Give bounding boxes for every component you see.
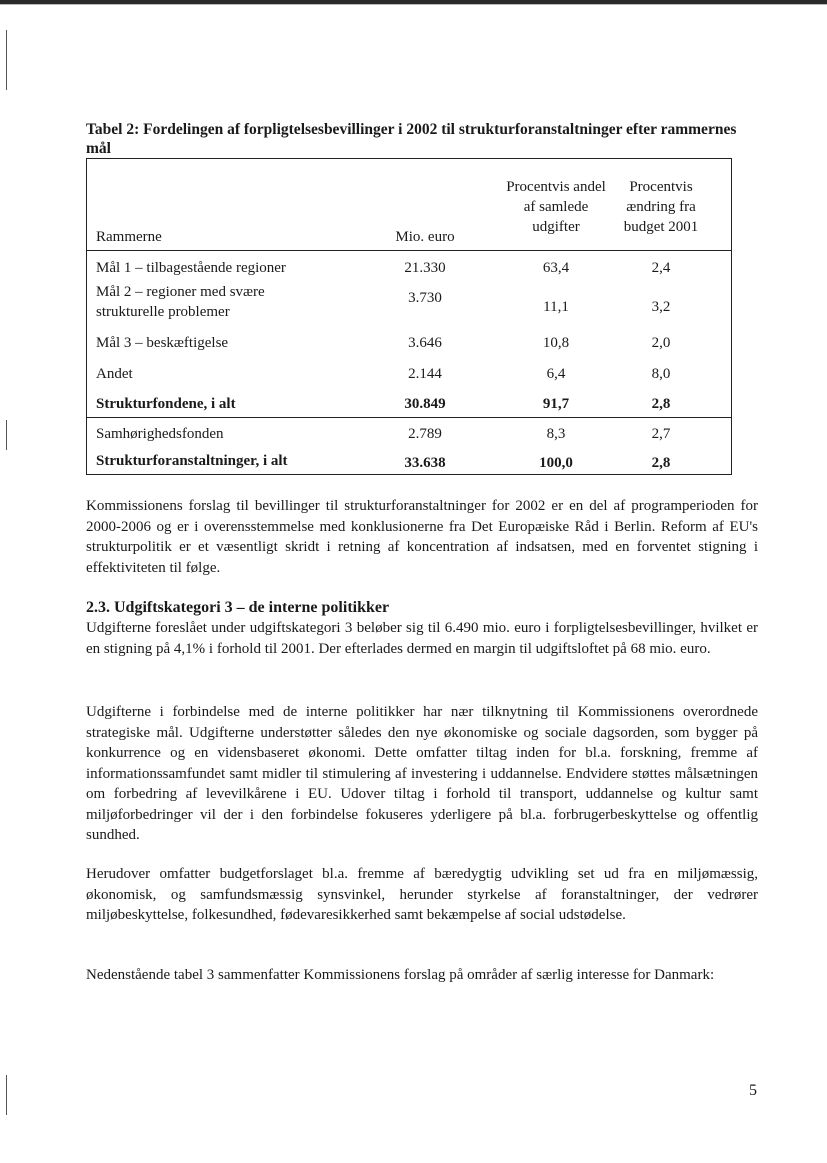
- paragraph-interne-politikker: Udgifterne i forbindelse med de interne politikker har nær tilknytning til Kommissionens overordnede strategiske mål. Udgifterne understøtter således den nye økonomiske og sociale dagsorden, som bygger på konkurrence og en vidensbaseret økonomi. Dette omfatter tiltag inden for bl.a. forskning, fremme af informationssamfundet samt midler til stimulering af investering i uddannelse. Endvidere støttes målsætningen om forbedring af levevilkårene i EU. Udover tiltag i forhold til transport, uddannelse og kultur samt miljøforbedringer vil der i den forbindelse fokuseres yderligere på bl.a. forbrugerbeskyttelse og offentlig sundhed.: [86, 704, 758, 843]
- scan-margin-mark: [6, 420, 7, 450]
- subtotal-rule: [87, 417, 731, 418]
- row-aendring: 2,4: [651, 260, 671, 276]
- row-label: Mål 3 – beskæftigelse: [96, 335, 229, 351]
- row-andel: 11,1: [543, 299, 569, 315]
- row-andel: 100,0: [539, 455, 573, 471]
- section-heading: 2.3. Udgiftskategori 3 – de interne politikker: [86, 599, 390, 616]
- row-aendring: 8,0: [651, 366, 671, 382]
- header-rammerne: Rammerne: [96, 229, 162, 245]
- row-label: Strukturforanstaltninger, i alt: [96, 453, 288, 469]
- row-andel: 63,4: [542, 260, 570, 276]
- row-label: Samhørighedsfonden: [96, 426, 224, 442]
- header-aendring: Procentvis ændring fra budget 2001: [623, 179, 699, 235]
- header-andel: Procentvis andel af samlede udgifter: [506, 179, 606, 235]
- header-rule: [87, 250, 731, 251]
- row-aendring: 2,8: [651, 396, 671, 412]
- row-aendring: 3,2: [651, 299, 671, 315]
- row-mio: 30.849: [404, 396, 446, 412]
- row-mio: 3.646: [408, 335, 442, 351]
- row-andel: 8,3: [546, 426, 566, 442]
- scan-top-border-shadow: [0, 4, 827, 5]
- paragraph-baeredygtig-udvikling: Herudover omfatter budgetforslaget bl.a. fremme af bæredygtig udvikling set ud fra en miljømæssig, økonomisk, og samfundsmæssig synsvinkel, herunder styrkelse af foranstaltninger, der vedrører miljøbeskyttelse, folkesundhed, fødevaresikkerhed samt bekæmpelse af social udstødelse.: [86, 866, 758, 923]
- row-mio: 3.730: [408, 290, 442, 306]
- row-aendring: 2,8: [651, 455, 671, 471]
- table-title: Tabel 2: Fordelingen af forpligtelsesbevillinger i 2002 til strukturforanstaltninger efter rammernes mål: [86, 121, 737, 157]
- row-andel: 10,8: [542, 335, 570, 351]
- row-andel: 6,4: [546, 366, 566, 382]
- paragraph-strukturforanstaltninger: Kommissionens forslag til bevillinger til strukturforanstaltninger for 2002 er en del af programperioden for 2000-2006 og er i overensstemmelse med konklusionerne fra Det Europæiske Råd i Berlin. Reform af EU's strukturpolitik er et væsentligt skridt i retning af koncentration af indsatsen, med en forventet stigning i effektiviteten til følge.: [86, 498, 758, 576]
- row-label: Mål 2 – regioner med svære strukturelle problemer: [96, 284, 265, 320]
- row-label: Strukturfondene, i alt: [96, 396, 236, 412]
- row-aendring: 2,0: [651, 335, 671, 351]
- scan-margin-mark: [6, 30, 7, 90]
- row-mio: 21.330: [404, 260, 446, 276]
- row-mio: 2.789: [408, 426, 442, 442]
- row-label: Mål 1 – tilbagestående regioner: [96, 260, 286, 276]
- scan-margin-mark: [6, 1075, 7, 1115]
- page-number: 5: [749, 1082, 757, 1099]
- paragraph-udgiftskategori: Udgifterne foreslået under udgiftskategori 3 beløber sig til 6.490 mio. euro i forpligtelsesbevillinger, hvilket er en stigning på 4,1% i forhold til 2001. Der efterlades dermed en margin til udgiftsloftet på 68 mio. euro.: [86, 620, 758, 657]
- row-andel: 91,7: [542, 396, 570, 412]
- row-mio: 2.144: [408, 366, 442, 382]
- row-aendring: 2,7: [651, 426, 671, 442]
- header-mio-euro: Mio. euro: [395, 229, 455, 245]
- row-mio: 33.638: [404, 455, 446, 471]
- distribution-table: [86, 158, 732, 475]
- paragraph-tabel-3-intro: Nedenstående tabel 3 sammenfatter Kommissionens forslag på områder af særlig interesse for Danmark:: [86, 967, 715, 983]
- row-label: Andet: [96, 366, 133, 382]
